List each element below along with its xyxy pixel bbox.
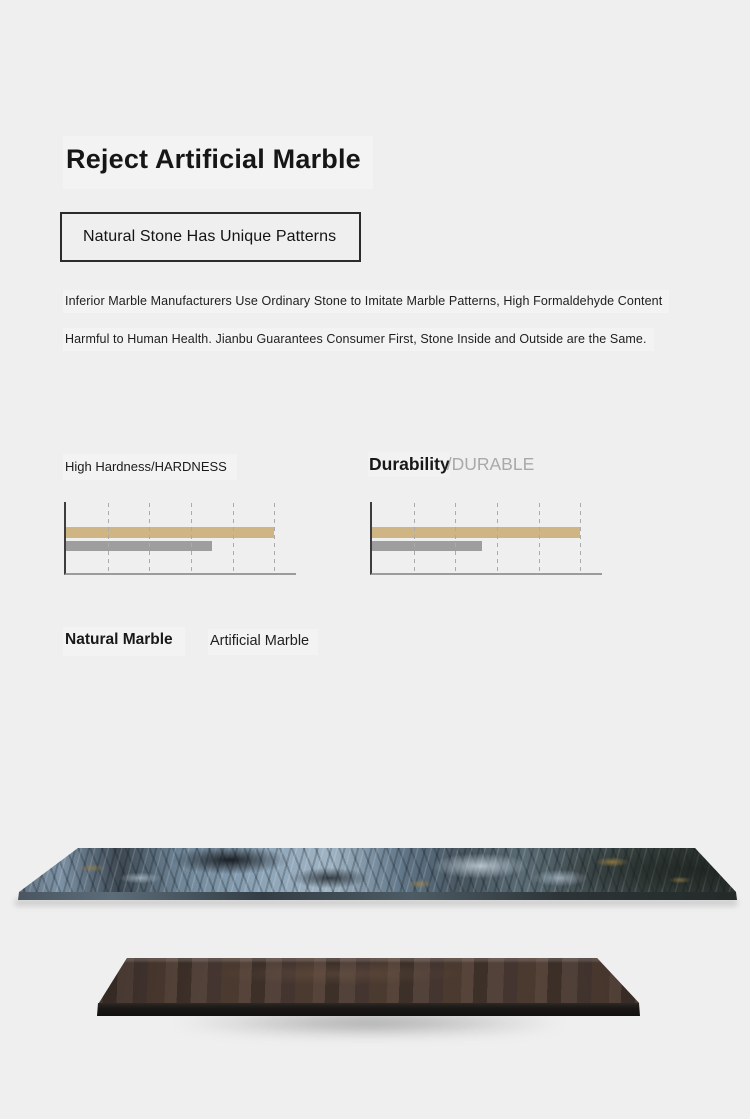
bar-chart-hardness [64,502,296,575]
chart-title-durability [368,454,534,475]
description-line-1: Inferior Marble Manufacturers Use Ordinary Stone to Imitate Marble Patterns, High Formaldehyde Content [63,290,669,313]
banner-box [60,212,361,262]
chart-gridline [108,503,109,573]
bar-chart-durability [370,502,602,575]
bar-durability-artificial-marble [372,541,482,551]
marble-slab-front-edge [0,892,750,900]
chart-gridline [191,503,192,573]
chart-title-hardness: High Hardness/HARDNESS [63,454,237,480]
legend-artificial-marble: Artificial Marble [208,629,318,655]
chart-gridline [455,503,456,573]
chart-gridline [580,503,581,573]
chart-gridline [274,503,275,573]
bar-hardness-natural-marble [66,527,274,538]
page-title: Reject Artificial Marble [63,136,373,189]
chart-title-durability-gray: /DURABLE [446,454,535,474]
banner-text: Natural Stone Has Unique Patterns [83,228,337,245]
description-line-2: Harmful to Human Health. Jianbu Guarantees Consumer First, Stone Inside and Outside are the Same. [63,328,654,351]
chart-gridline [414,503,415,573]
chart-gridline [497,503,498,573]
marble-slab-shadow [15,899,737,906]
chart-title-durability-bold: Durability [368,452,450,477]
wood-board-front-edge [0,1003,750,1016]
marble-slab-image [0,848,750,892]
chart-gridline [149,503,150,573]
chart-gridline [539,503,540,573]
legend-natural-marble: Natural Marble [63,627,185,656]
wood-board-image [0,958,750,1003]
chart-gridline [233,503,234,573]
bar-durability-natural-marble [372,527,580,538]
